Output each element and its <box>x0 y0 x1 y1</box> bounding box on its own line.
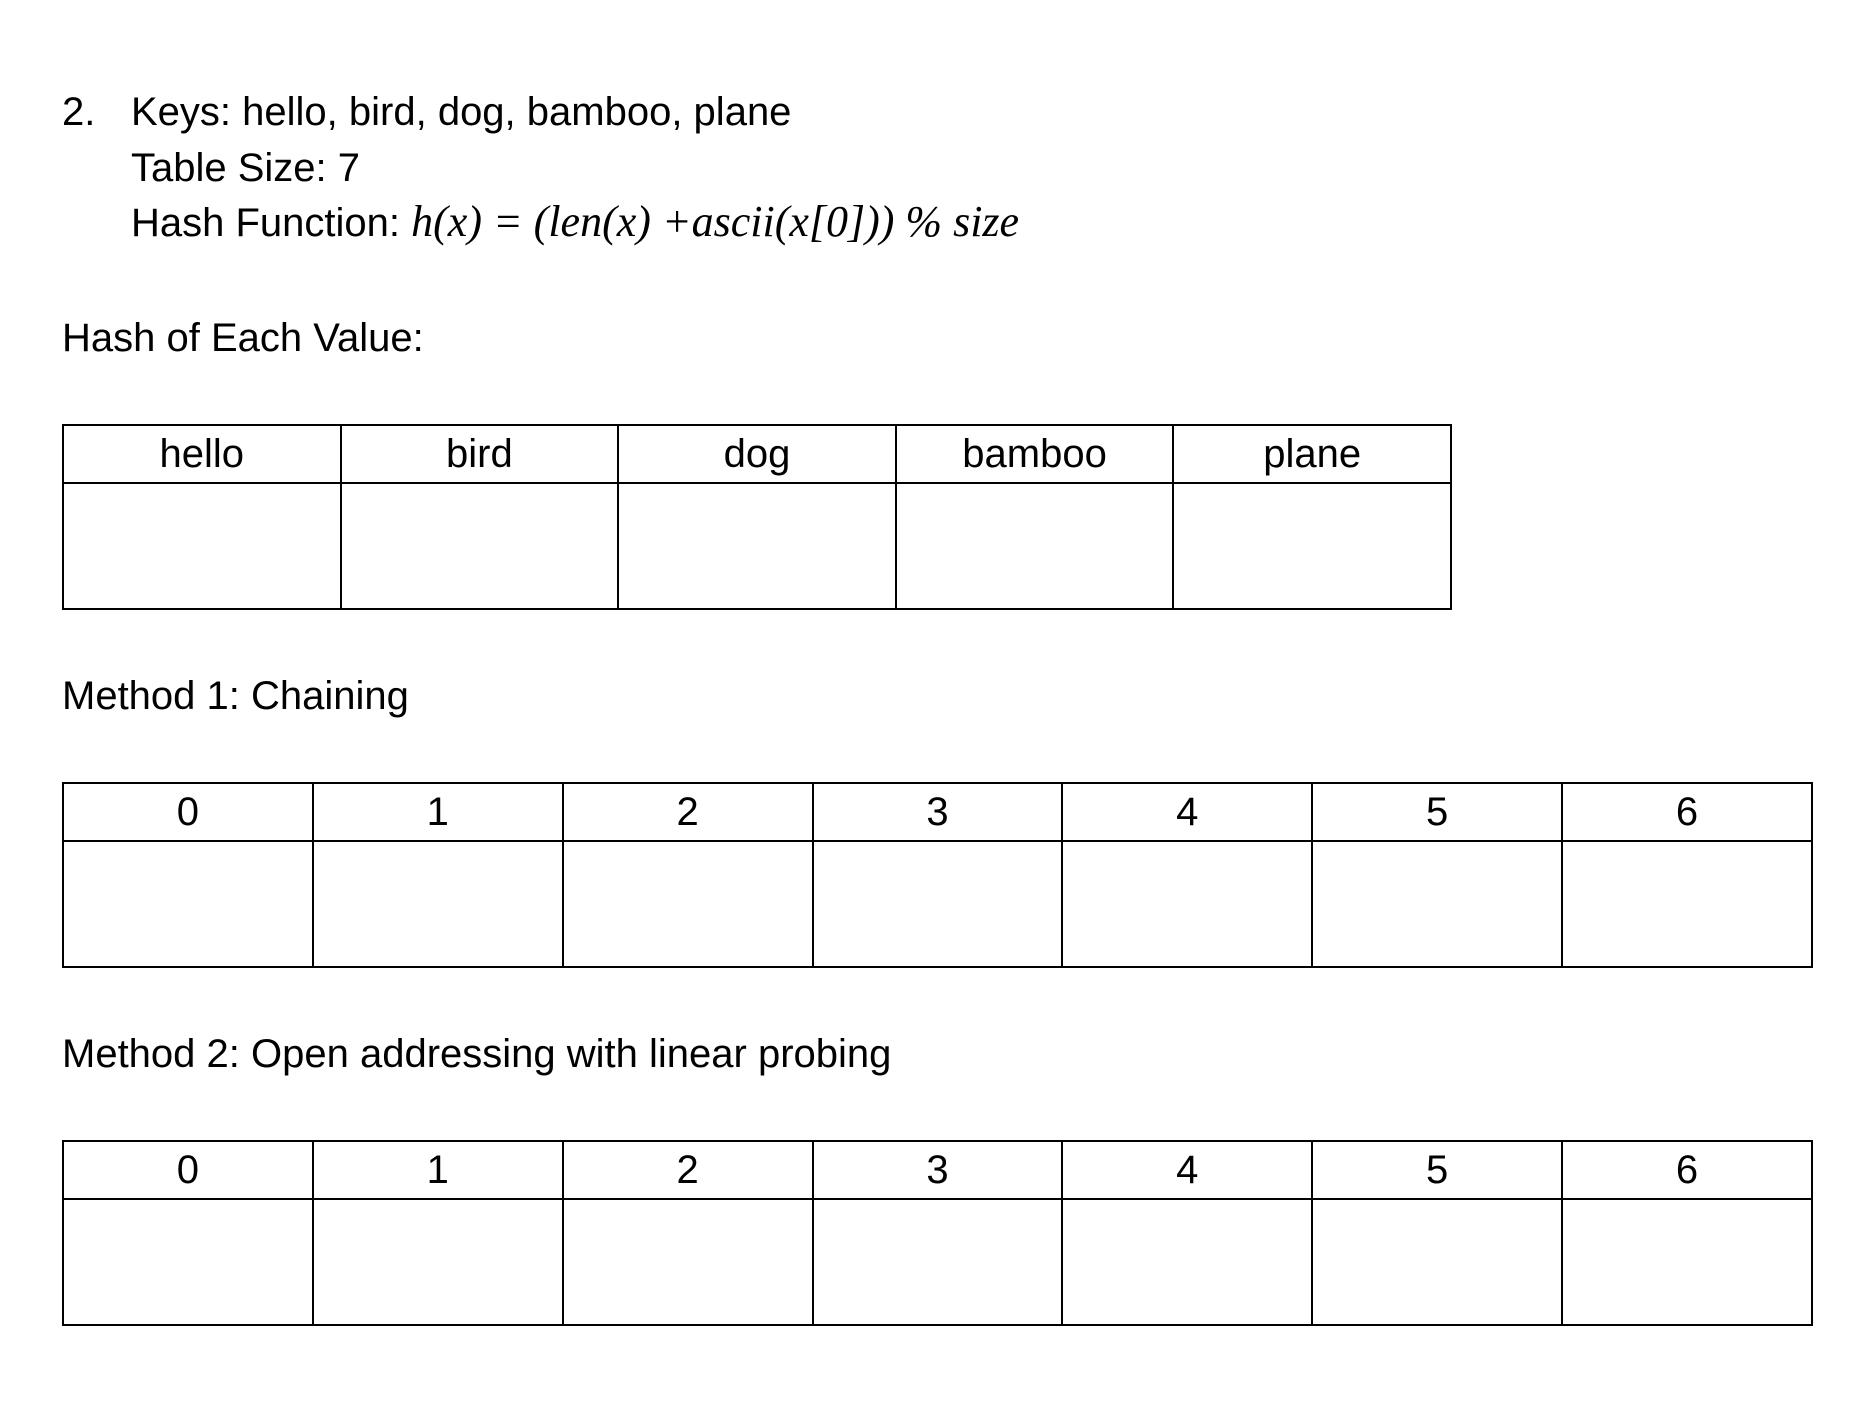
table-size-line: Table Size: 7 <box>131 146 361 190</box>
chaining-table <box>62 782 1813 968</box>
chaining-slot-index: 3 <box>813 783 1063 841</box>
probing-answer-cell[interactable] <box>63 1199 313 1325</box>
hash-answer-cell[interactable] <box>618 483 896 609</box>
probing-slot-index: 4 <box>1062 1141 1312 1199</box>
hash-values-answer-row <box>63 483 1451 609</box>
chaining-answer-cell[interactable] <box>1312 841 1562 967</box>
probing-slot-index: 6 <box>1562 1141 1812 1199</box>
probing-table <box>62 1140 1813 1326</box>
hash-function-line <box>131 198 1019 247</box>
hash-key-cell: bamboo <box>896 425 1174 483</box>
chaining-slot-index: 1 <box>313 783 563 841</box>
probing-answer-cell[interactable] <box>1062 1199 1312 1325</box>
keys-line: Keys: hello, bird, dog, bamboo, plane <box>131 90 792 134</box>
chaining-answer-cell[interactable] <box>813 841 1063 967</box>
probing-slot-index: 2 <box>563 1141 813 1199</box>
chaining-section-heading: Method 1: Chaining <box>62 674 409 718</box>
probing-answer-cell[interactable] <box>313 1199 563 1325</box>
probing-slot-index: 0 <box>63 1141 313 1199</box>
hash-values-header-row <box>63 425 1451 483</box>
probing-answer-cell[interactable] <box>563 1199 813 1325</box>
chaining-answer-cell[interactable] <box>1062 841 1312 967</box>
probing-answer-row <box>63 1199 1812 1325</box>
chaining-answer-cell[interactable] <box>63 841 313 967</box>
hash-key-cell: bird <box>341 425 619 483</box>
hash-key-cell: hello <box>63 425 341 483</box>
probing-slot-index: 5 <box>1312 1141 1562 1199</box>
chaining-answer-cell[interactable] <box>1562 841 1812 967</box>
chaining-answer-cell[interactable] <box>563 841 813 967</box>
hash-answer-cell[interactable] <box>896 483 1174 609</box>
chaining-slot-index: 6 <box>1562 783 1812 841</box>
chaining-slot-index: 5 <box>1312 783 1562 841</box>
probing-slot-index: 1 <box>313 1141 563 1199</box>
hash-section-heading: Hash of Each Value: <box>62 316 424 360</box>
chaining-slot-index: 4 <box>1062 783 1312 841</box>
chaining-slot-index: 0 <box>63 783 313 841</box>
question-number: 2. <box>62 90 96 134</box>
hash-answer-cell[interactable] <box>1173 483 1451 609</box>
probing-answer-cell[interactable] <box>813 1199 1063 1325</box>
chaining-header-row <box>63 783 1812 841</box>
probing-answer-cell[interactable] <box>1562 1199 1812 1325</box>
chaining-slot-index: 2 <box>563 783 813 841</box>
hash-answer-cell[interactable] <box>341 483 619 609</box>
hash-values-table <box>62 424 1452 610</box>
hash-answer-cell[interactable] <box>63 483 341 609</box>
hash-key-cell: dog <box>618 425 896 483</box>
chaining-answer-cell[interactable] <box>313 841 563 967</box>
probing-answer-cell[interactable] <box>1312 1199 1562 1325</box>
hash-function-formula: h(x) = (len(x) +ascii(x[0])) % size <box>411 197 1020 246</box>
hash-function-label: Hash Function: <box>131 201 412 245</box>
probing-header-row <box>63 1141 1812 1199</box>
probing-slot-index: 3 <box>813 1141 1063 1199</box>
chaining-answer-row <box>63 841 1812 967</box>
hash-key-cell: plane <box>1173 425 1451 483</box>
probing-section-heading: Method 2: Open addressing with linear probing <box>62 1032 892 1076</box>
